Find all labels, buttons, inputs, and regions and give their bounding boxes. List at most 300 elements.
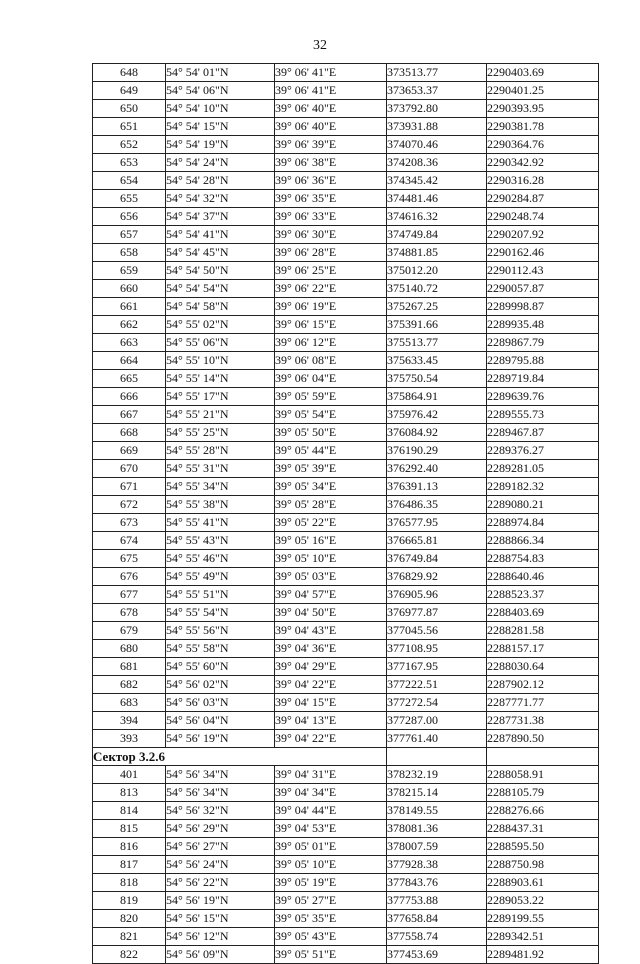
latitude-cell: 54° 55' 34"N (166, 478, 275, 496)
table-row (93, 406, 599, 424)
point-number-cell: 673 (93, 514, 166, 532)
y-coordinate-cell: 2289867.79 (487, 334, 599, 352)
point-number-cell: 655 (93, 190, 166, 208)
y-coordinate-cell: 2288437.31 (487, 820, 599, 838)
longitude-cell: 39° 04' 36"E (275, 640, 387, 658)
x-coordinate-cell: 374070.46 (387, 136, 487, 154)
x-coordinate-cell: 374208.36 (387, 154, 487, 172)
longitude-cell: 39° 04' 50"E (275, 604, 387, 622)
y-coordinate-cell: 2288276.66 (487, 802, 599, 820)
latitude-cell: 54° 54' 28"N (166, 172, 275, 190)
latitude-cell: 54° 55' 58"N (166, 640, 275, 658)
longitude-cell: 39° 05' 59"E (275, 388, 387, 406)
latitude-cell: 54° 56' 34"N (166, 784, 275, 802)
longitude-cell: 39° 06' 22"E (275, 280, 387, 298)
point-number-cell: 678 (93, 604, 166, 622)
longitude-cell: 39° 05' 03"E (275, 568, 387, 586)
x-coordinate-cell: 375513.77 (387, 334, 487, 352)
table-row (93, 712, 599, 730)
longitude-cell: 39° 05' 50"E (275, 424, 387, 442)
longitude-cell: 39° 05' 43"E (275, 928, 387, 946)
longitude-cell: 39° 05' 54"E (275, 406, 387, 424)
point-number-cell: 659 (93, 262, 166, 280)
point-number-cell: 680 (93, 640, 166, 658)
x-coordinate-cell: 378007.59 (387, 838, 487, 856)
point-number-cell: 648 (93, 64, 166, 82)
table-row (93, 118, 599, 136)
y-coordinate-cell: 2289467.87 (487, 424, 599, 442)
longitude-cell: 39° 05' 10"E (275, 550, 387, 568)
longitude-cell: 39° 05' 01"E (275, 838, 387, 856)
longitude-cell: 39° 06' 04"E (275, 370, 387, 388)
latitude-cell: 54° 55' 49"N (166, 568, 275, 586)
x-coordinate-cell: 378232.19 (387, 766, 487, 784)
x-coordinate-cell: 377843.76 (387, 874, 487, 892)
longitude-cell: 39° 06' 15"E (275, 316, 387, 334)
longitude-cell: 39° 06' 41"E (275, 64, 387, 82)
table-row (93, 424, 599, 442)
y-coordinate-cell: 2288974.84 (487, 514, 599, 532)
longitude-cell: 39° 06' 38"E (275, 154, 387, 172)
longitude-cell: 39° 05' 10"E (275, 856, 387, 874)
point-number-cell: 819 (93, 892, 166, 910)
x-coordinate-cell: 376486.35 (387, 496, 487, 514)
table-row (93, 478, 599, 496)
y-coordinate-cell: 2289342.51 (487, 928, 599, 946)
y-coordinate-cell: 2288523.37 (487, 586, 599, 604)
point-number-cell: 649 (93, 82, 166, 100)
y-coordinate-cell: 2290381.78 (487, 118, 599, 136)
x-coordinate-cell: 373792.80 (387, 100, 487, 118)
y-coordinate-cell: 2289199.55 (487, 910, 599, 928)
point-number-cell: 816 (93, 838, 166, 856)
latitude-cell: 54° 56' 27"N (166, 838, 275, 856)
y-coordinate-cell: 2288403.69 (487, 604, 599, 622)
table-row (93, 262, 599, 280)
longitude-cell: 39° 06' 41"E (275, 82, 387, 100)
point-number-cell: 663 (93, 334, 166, 352)
y-coordinate-cell: 2289795.88 (487, 352, 599, 370)
y-coordinate-cell: 2290057.87 (487, 280, 599, 298)
x-coordinate-cell: 376292.40 (387, 460, 487, 478)
x-coordinate-cell: 374881.85 (387, 244, 487, 262)
y-coordinate-cell: 2290207.92 (487, 226, 599, 244)
y-coordinate-cell: 2290342.92 (487, 154, 599, 172)
x-coordinate-cell: 377045.56 (387, 622, 487, 640)
y-coordinate-cell: 2290248.74 (487, 208, 599, 226)
y-coordinate-cell: 2290284.87 (487, 190, 599, 208)
longitude-cell: 39° 05' 27"E (275, 892, 387, 910)
table-row (93, 460, 599, 478)
point-number-cell: 669 (93, 442, 166, 460)
x-coordinate-cell: 377222.51 (387, 676, 487, 694)
table-row (93, 586, 599, 604)
table-row (93, 802, 599, 820)
table-row (93, 82, 599, 100)
point-number-cell: 654 (93, 172, 166, 190)
point-number-cell: 667 (93, 406, 166, 424)
y-coordinate-cell: 2289998.87 (487, 298, 599, 316)
table-row (93, 928, 599, 946)
y-coordinate-cell: 2290316.28 (487, 172, 599, 190)
table-row (93, 820, 599, 838)
table-row (93, 766, 599, 784)
latitude-cell: 54° 56' 12"N (166, 928, 275, 946)
longitude-cell: 39° 06' 12"E (275, 334, 387, 352)
table-row (93, 658, 599, 676)
x-coordinate-cell: 375976.42 (387, 406, 487, 424)
point-number-cell: 656 (93, 208, 166, 226)
point-number-cell: 658 (93, 244, 166, 262)
table-body-before (93, 64, 599, 748)
longitude-cell: 39° 04' 57"E (275, 586, 387, 604)
x-coordinate-cell: 376391.13 (387, 478, 487, 496)
sector-header (93, 748, 599, 766)
point-number-cell: 674 (93, 532, 166, 550)
x-coordinate-cell: 377167.95 (387, 658, 487, 676)
longitude-cell: 39° 05' 16"E (275, 532, 387, 550)
y-coordinate-cell: 2288866.34 (487, 532, 599, 550)
latitude-cell: 54° 54' 45"N (166, 244, 275, 262)
point-number-cell: 813 (93, 784, 166, 802)
y-coordinate-cell: 2289281.05 (487, 460, 599, 478)
latitude-cell: 54° 54' 50"N (166, 262, 275, 280)
latitude-cell: 54° 54' 41"N (166, 226, 275, 244)
longitude-cell: 39° 06' 28"E (275, 244, 387, 262)
latitude-cell: 54° 54' 15"N (166, 118, 275, 136)
point-number-cell: 650 (93, 100, 166, 118)
x-coordinate-cell: 376577.95 (387, 514, 487, 532)
point-number-cell: 683 (93, 694, 166, 712)
y-coordinate-cell: 2288105.79 (487, 784, 599, 802)
point-number-cell: 675 (93, 550, 166, 568)
x-coordinate-cell: 373513.77 (387, 64, 487, 82)
y-coordinate-cell: 2288058.91 (487, 766, 599, 784)
latitude-cell: 54° 54' 19"N (166, 136, 275, 154)
x-coordinate-cell: 374345.42 (387, 172, 487, 190)
longitude-cell: 39° 04' 22"E (275, 730, 387, 748)
latitude-cell: 54° 56' 19"N (166, 892, 275, 910)
latitude-cell: 54° 56' 04"N (166, 712, 275, 730)
longitude-cell: 39° 05' 35"E (275, 910, 387, 928)
longitude-cell: 39° 04' 44"E (275, 802, 387, 820)
latitude-cell: 54° 54' 58"N (166, 298, 275, 316)
y-coordinate-cell: 2288281.58 (487, 622, 599, 640)
y-coordinate-cell: 2289080.21 (487, 496, 599, 514)
point-number-cell: 660 (93, 280, 166, 298)
table-row (93, 208, 599, 226)
point-number-cell: 672 (93, 496, 166, 514)
latitude-cell: 54° 55' 14"N (166, 370, 275, 388)
x-coordinate-cell: 376665.81 (387, 532, 487, 550)
longitude-cell: 39° 06' 19"E (275, 298, 387, 316)
table-row (93, 280, 599, 298)
table-row (93, 190, 599, 208)
table-row (93, 100, 599, 118)
x-coordinate-cell: 377453.69 (387, 946, 487, 964)
longitude-cell: 39° 06' 08"E (275, 352, 387, 370)
x-coordinate-cell: 378149.55 (387, 802, 487, 820)
latitude-cell: 54° 56' 02"N (166, 676, 275, 694)
table-row (93, 604, 599, 622)
x-coordinate-cell: 374749.84 (387, 226, 487, 244)
latitude-cell: 54° 55' 02"N (166, 316, 275, 334)
latitude-cell: 54° 56' 34"N (166, 766, 275, 784)
sector-empty-cell (387, 748, 487, 766)
x-coordinate-cell: 375391.66 (387, 316, 487, 334)
table-row (93, 568, 599, 586)
latitude-cell: 54° 56' 03"N (166, 694, 275, 712)
y-coordinate-cell: 2289481.92 (487, 946, 599, 964)
x-coordinate-cell: 376977.87 (387, 604, 487, 622)
y-coordinate-cell: 2287731.38 (487, 712, 599, 730)
x-coordinate-cell: 377753.88 (387, 892, 487, 910)
y-coordinate-cell: 2288754.83 (487, 550, 599, 568)
y-coordinate-cell: 2288595.50 (487, 838, 599, 856)
x-coordinate-cell: 377928.38 (387, 856, 487, 874)
point-number-cell: 401 (93, 766, 166, 784)
longitude-cell: 39° 04' 22"E (275, 676, 387, 694)
y-coordinate-cell: 2289182.32 (487, 478, 599, 496)
y-coordinate-cell: 2290162.46 (487, 244, 599, 262)
longitude-cell: 39° 06' 36"E (275, 172, 387, 190)
x-coordinate-cell: 375864.91 (387, 388, 487, 406)
y-coordinate-cell: 2288903.61 (487, 874, 599, 892)
point-number-cell: 394 (93, 712, 166, 730)
latitude-cell: 54° 56' 19"N (166, 730, 275, 748)
y-coordinate-cell: 2289639.76 (487, 388, 599, 406)
longitude-cell: 39° 04' 29"E (275, 658, 387, 676)
table-row (93, 154, 599, 172)
latitude-cell: 54° 55' 06"N (166, 334, 275, 352)
longitude-cell: 39° 04' 43"E (275, 622, 387, 640)
point-number-cell: 652 (93, 136, 166, 154)
point-number-cell: 820 (93, 910, 166, 928)
y-coordinate-cell: 2289053.22 (487, 892, 599, 910)
point-number-cell: 681 (93, 658, 166, 676)
table-row (93, 910, 599, 928)
point-number-cell: 682 (93, 676, 166, 694)
point-number-cell: 679 (93, 622, 166, 640)
point-number-cell: 671 (93, 478, 166, 496)
y-coordinate-cell: 2289555.73 (487, 406, 599, 424)
point-number-cell: 651 (93, 118, 166, 136)
longitude-cell: 39° 04' 15"E (275, 694, 387, 712)
x-coordinate-cell: 378081.36 (387, 820, 487, 838)
page-number: 32 (313, 38, 327, 53)
table-row (93, 298, 599, 316)
latitude-cell: 54° 55' 56"N (166, 622, 275, 640)
latitude-cell: 54° 55' 25"N (166, 424, 275, 442)
x-coordinate-cell: 376190.29 (387, 442, 487, 460)
point-number-cell: 653 (93, 154, 166, 172)
latitude-cell: 54° 55' 54"N (166, 604, 275, 622)
latitude-cell: 54° 55' 51"N (166, 586, 275, 604)
point-number-cell: 817 (93, 856, 166, 874)
x-coordinate-cell: 376829.92 (387, 568, 487, 586)
table-row (93, 784, 599, 802)
latitude-cell: 54° 55' 17"N (166, 388, 275, 406)
y-coordinate-cell: 2290112.43 (487, 262, 599, 280)
y-coordinate-cell: 2287890.50 (487, 730, 599, 748)
latitude-cell: 54° 56' 24"N (166, 856, 275, 874)
y-coordinate-cell: 2288030.64 (487, 658, 599, 676)
table-body-after (93, 766, 599, 964)
latitude-cell: 54° 56' 22"N (166, 874, 275, 892)
x-coordinate-cell: 377272.54 (387, 694, 487, 712)
x-coordinate-cell: 377287.00 (387, 712, 487, 730)
point-number-cell: 821 (93, 928, 166, 946)
longitude-cell: 39° 05' 51"E (275, 946, 387, 964)
latitude-cell: 54° 55' 60"N (166, 658, 275, 676)
y-coordinate-cell: 2290364.76 (487, 136, 599, 154)
point-number-cell: 814 (93, 802, 166, 820)
point-number-cell: 393 (93, 730, 166, 748)
x-coordinate-cell: 376084.92 (387, 424, 487, 442)
x-coordinate-cell: 375750.54 (387, 370, 487, 388)
longitude-cell: 39° 05' 28"E (275, 496, 387, 514)
longitude-cell: 39° 05' 34"E (275, 478, 387, 496)
latitude-cell: 54° 54' 24"N (166, 154, 275, 172)
latitude-cell: 54° 54' 32"N (166, 190, 275, 208)
latitude-cell: 54° 55' 28"N (166, 442, 275, 460)
x-coordinate-cell: 374616.32 (387, 208, 487, 226)
x-coordinate-cell: 376749.84 (387, 550, 487, 568)
table-row (93, 874, 599, 892)
table-row (93, 730, 599, 748)
table-row (93, 676, 599, 694)
point-number-cell: 665 (93, 370, 166, 388)
longitude-cell: 39° 06' 35"E (275, 190, 387, 208)
table-row (93, 388, 599, 406)
longitude-cell: 39° 06' 25"E (275, 262, 387, 280)
latitude-cell: 54° 54' 01"N (166, 64, 275, 82)
x-coordinate-cell: 375140.72 (387, 280, 487, 298)
longitude-cell: 39° 06' 40"E (275, 118, 387, 136)
point-number-cell: 657 (93, 226, 166, 244)
y-coordinate-cell: 2290401.25 (487, 82, 599, 100)
longitude-cell: 39° 05' 19"E (275, 874, 387, 892)
point-number-cell: 822 (93, 946, 166, 964)
latitude-cell: 54° 56' 29"N (166, 820, 275, 838)
table-row (93, 172, 599, 190)
table-row (93, 316, 599, 334)
y-coordinate-cell: 2288157.17 (487, 640, 599, 658)
y-coordinate-cell: 2289935.48 (487, 316, 599, 334)
table-row (93, 226, 599, 244)
x-coordinate-cell: 375012.20 (387, 262, 487, 280)
longitude-cell: 39° 05' 22"E (275, 514, 387, 532)
point-number-cell: 664 (93, 352, 166, 370)
table-row (93, 136, 599, 154)
latitude-cell: 54° 56' 09"N (166, 946, 275, 964)
point-number-cell: 670 (93, 460, 166, 478)
point-number-cell: 662 (93, 316, 166, 334)
longitude-cell: 39° 06' 30"E (275, 226, 387, 244)
table-row (93, 856, 599, 874)
longitude-cell: 39° 05' 39"E (275, 460, 387, 478)
y-coordinate-cell: 2290403.69 (487, 64, 599, 82)
coordinates-table (92, 63, 599, 964)
x-coordinate-cell: 378215.14 (387, 784, 487, 802)
x-coordinate-cell: 377761.40 (387, 730, 487, 748)
x-coordinate-cell: 375267.25 (387, 298, 487, 316)
x-coordinate-cell: 373931.88 (387, 118, 487, 136)
point-number-cell: 676 (93, 568, 166, 586)
y-coordinate-cell: 2287771.77 (487, 694, 599, 712)
latitude-cell: 54° 55' 31"N (166, 460, 275, 478)
x-coordinate-cell: 373653.37 (387, 82, 487, 100)
sector-row (93, 748, 599, 766)
x-coordinate-cell: 377558.74 (387, 928, 487, 946)
y-coordinate-cell: 2287902.12 (487, 676, 599, 694)
y-coordinate-cell: 2289376.27 (487, 442, 599, 460)
table-row (93, 64, 599, 82)
latitude-cell: 54° 55' 10"N (166, 352, 275, 370)
longitude-cell: 39° 06' 40"E (275, 100, 387, 118)
latitude-cell: 54° 54' 54"N (166, 280, 275, 298)
table-row (93, 640, 599, 658)
point-number-cell: 677 (93, 586, 166, 604)
table-row (93, 442, 599, 460)
table-row (93, 838, 599, 856)
table-row (93, 550, 599, 568)
longitude-cell: 39° 04' 13"E (275, 712, 387, 730)
table-row (93, 622, 599, 640)
latitude-cell: 54° 54' 06"N (166, 82, 275, 100)
table-row (93, 514, 599, 532)
x-coordinate-cell: 376905.96 (387, 586, 487, 604)
latitude-cell: 54° 55' 41"N (166, 514, 275, 532)
point-number-cell: 815 (93, 820, 166, 838)
latitude-cell: 54° 56' 32"N (166, 802, 275, 820)
latitude-cell: 54° 56' 15"N (166, 910, 275, 928)
point-number-cell: 666 (93, 388, 166, 406)
x-coordinate-cell: 377108.95 (387, 640, 487, 658)
table-row (93, 946, 599, 964)
table-row (93, 334, 599, 352)
latitude-cell: 54° 55' 46"N (166, 550, 275, 568)
longitude-cell: 39° 05' 44"E (275, 442, 387, 460)
table-row (93, 370, 599, 388)
point-number-cell: 661 (93, 298, 166, 316)
x-coordinate-cell: 374481.46 (387, 190, 487, 208)
sector-empty-cell (487, 748, 599, 766)
latitude-cell: 54° 54' 10"N (166, 100, 275, 118)
point-number-cell: 818 (93, 874, 166, 892)
longitude-cell: 39° 04' 34"E (275, 784, 387, 802)
table-row (93, 694, 599, 712)
sector-title: Сектор 3.2.6 (93, 748, 387, 766)
longitude-cell: 39° 06' 33"E (275, 208, 387, 226)
longitude-cell: 39° 04' 31"E (275, 766, 387, 784)
table-row (93, 892, 599, 910)
table-row (93, 496, 599, 514)
latitude-cell: 54° 55' 21"N (166, 406, 275, 424)
y-coordinate-cell: 2288750.98 (487, 856, 599, 874)
longitude-cell: 39° 04' 53"E (275, 820, 387, 838)
y-coordinate-cell: 2288640.46 (487, 568, 599, 586)
table-row (93, 532, 599, 550)
x-coordinate-cell: 377658.84 (387, 910, 487, 928)
latitude-cell: 54° 54' 37"N (166, 208, 275, 226)
point-number-cell: 668 (93, 424, 166, 442)
y-coordinate-cell: 2289719.84 (487, 370, 599, 388)
x-coordinate-cell: 375633.45 (387, 352, 487, 370)
latitude-cell: 54° 55' 38"N (166, 496, 275, 514)
y-coordinate-cell: 2290393.95 (487, 100, 599, 118)
latitude-cell: 54° 55' 43"N (166, 532, 275, 550)
